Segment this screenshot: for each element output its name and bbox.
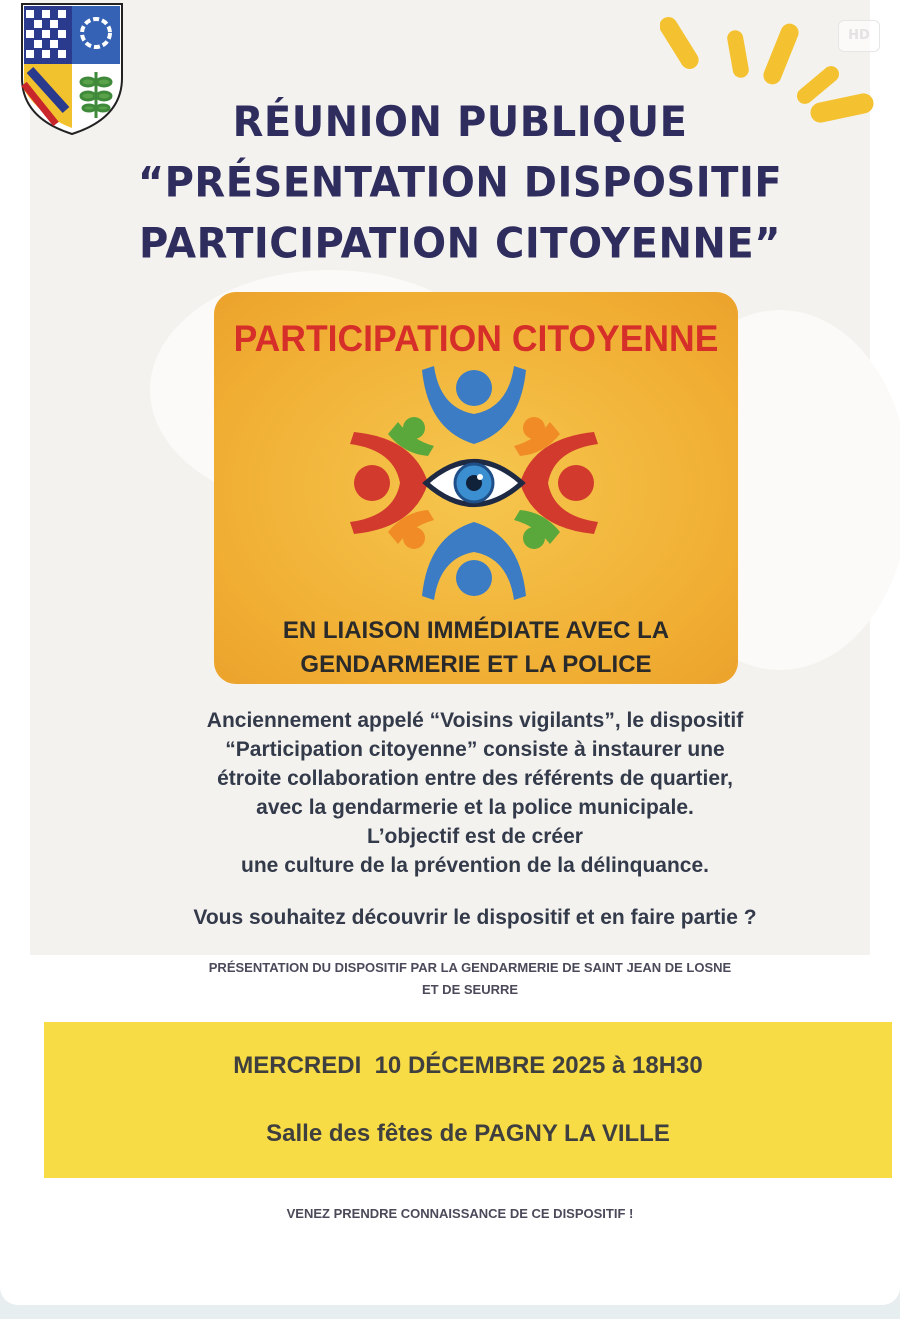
description-line: L’objectif est de créer	[367, 825, 583, 848]
community-eye-icon	[344, 358, 604, 608]
bottom-divider	[0, 1305, 900, 1319]
description-line: Anciennement appelé “Voisins vigilants”, le dispositif	[206, 709, 744, 732]
title-line: PARTICIPATION CITOYENNE”	[138, 219, 782, 269]
description-line: avec la gendarmerie et la police municipale.	[256, 796, 694, 819]
event-date: MERCREDI 10 DÉCEMBRE 2025 à 18H30	[233, 1052, 703, 1079]
description-line: étroite collaboration entre des référents de quartier,	[217, 767, 733, 790]
logo-subtitle-line: GENDARMERIE ET LA POLICE	[300, 651, 652, 678]
description-paragraph	[80, 706, 870, 880]
presentation-line: ET DE SEURRE	[421, 982, 519, 997]
event-location: Salle des fêtes de PAGNY LA VILLE	[266, 1120, 670, 1147]
title-line: “PRÉSENTATION DISPOSITIF	[137, 158, 783, 208]
logo-subtitle	[214, 614, 738, 682]
presentation-line: PRÉSENTATION DU DISPOSITIF PAR LA GENDARMERIE DE SAINT JEAN DE LOSNE	[208, 960, 732, 975]
invitation-question: Vous souhaitez découvrir le dispositif et en faire partie ?	[193, 906, 757, 929]
presentation-note	[70, 957, 870, 1001]
logo-heading: PARTICIPATION CITOYENNE	[233, 318, 719, 359]
logo-subtitle-line: EN LIAISON IMMÉDIATE AVEC LA	[282, 617, 670, 644]
event-details-band	[44, 1022, 892, 1178]
hd-badge[interactable]: HD	[838, 20, 880, 52]
title-line: RÉUNION PUBLIQUE	[232, 97, 688, 147]
footer-call-to-action: VENEZ PRENDRE CONNAISSANCE DE CE DISPOSITIF !	[286, 1206, 634, 1221]
description-line: une culture de la prévention de la délinquance.	[241, 854, 709, 877]
participation-logo	[214, 292, 738, 684]
page-title	[40, 92, 880, 275]
description-line: “Participation citoyenne” consiste à instaurer une	[225, 738, 725, 761]
